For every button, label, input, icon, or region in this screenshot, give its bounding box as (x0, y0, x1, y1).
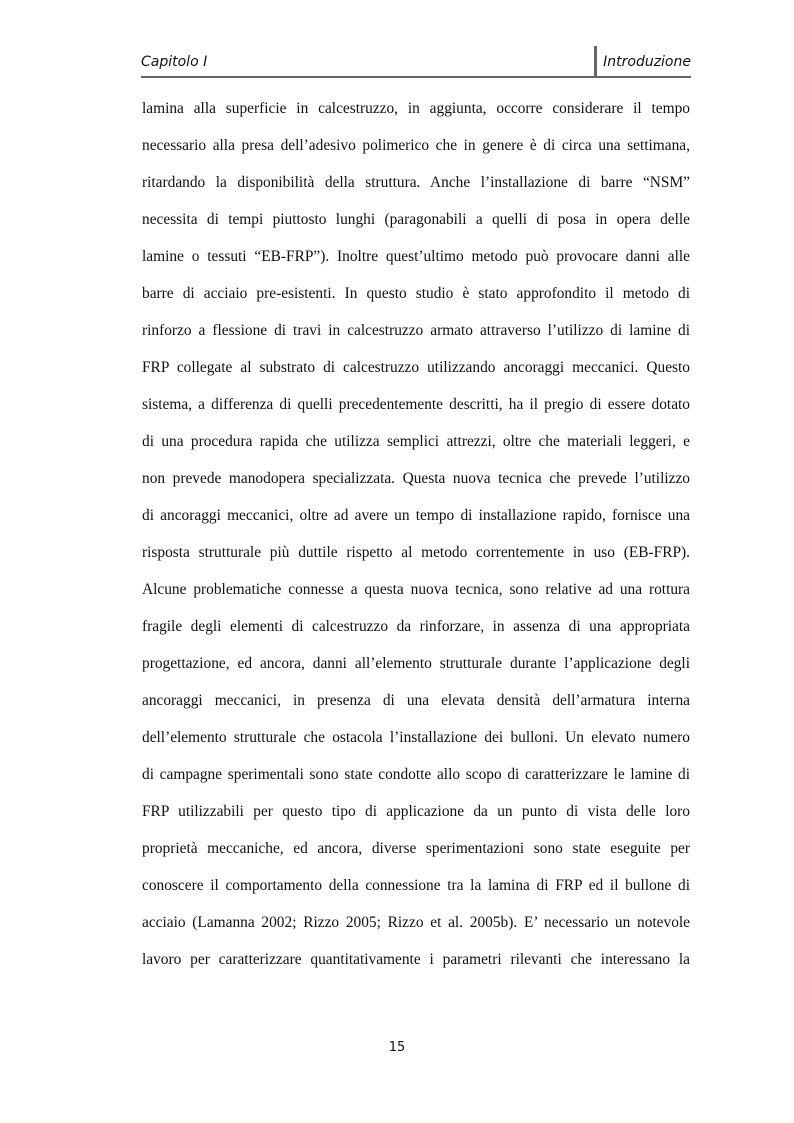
header-divider (594, 46, 597, 77)
text-line: non prevede manodopera specializzata. Questa nuova tecnica che prevede l’utilizzo (142, 470, 690, 487)
text-line: FRP collegate al substrato di calcestruzzo utilizzando ancoraggi meccanici. Questo (142, 359, 690, 376)
text-line: rinforzo a flessione di travi in calcestruzzo armato attraverso l’utilizzo di lamine di (142, 322, 690, 339)
text-line: necessita di tempi piuttosto lunghi (paragonabili a quelli di posa in opera delle (142, 211, 690, 228)
text-line: dell’elemento strutturale che ostacola l’installazione dei bulloni. Un elevato numero (142, 729, 690, 746)
text-line: sistema, a differenza di quelli precedentemente descritti, ha il pregio di essere dotato (142, 396, 690, 413)
text-line: di campagne sperimentali sono state condotte allo scopo di caratterizzare le lamine di (142, 766, 690, 783)
page-number: 15 (388, 1040, 406, 1055)
text-line: di una procedura rapida che utilizza semplici attrezzi, oltre che materiali leggeri, e (142, 433, 690, 450)
text-line: acciaio (Lamanna 2002; Rizzo 2005; Rizzo et al. 2005b). E’ necessario un notevole (142, 914, 690, 931)
text-line: proprietà meccaniche, ed ancora, diverse sperimentazioni sono state eseguite per (142, 840, 690, 857)
text-line: Alcune problematiche connesse a questa nuova tecnica, sono relative ad una rottura (142, 581, 690, 598)
header-rule (141, 76, 691, 78)
text-line: necessario alla presa dell’adesivo polimerico che in genere è di circa una settimana, (142, 137, 690, 154)
text-line: conoscere il comportamento della connessione tra la lamina di FRP ed il bullone di (142, 877, 690, 894)
text-line: ancoraggi meccanici, in presenza di una elevata densità dell’armatura interna (142, 692, 690, 709)
text-line: di ancoraggi meccanici, oltre ad avere un tempo di installazione rapido, fornisce una (142, 507, 690, 524)
running-header (141, 46, 691, 78)
text-line: lavoro per caratterizzare quantitativamente i parametri rilevanti che interessano la (142, 951, 690, 968)
text-line: lamina alla superficie in calcestruzzo, in aggiunta, occorre considerare il tempo (142, 100, 690, 117)
text-line: risposta strutturale più duttile rispetto al metodo correntemente in uso (EB-FRP). (142, 544, 690, 561)
text-line: barre di acciaio pre-esistenti. In questo studio è stato approfondito il metodo di (142, 285, 690, 302)
text-line: ritardando la disponibilità della struttura. Anche l’installazione di barre “NSM” (142, 174, 690, 191)
section-label: Introduzione (603, 54, 691, 70)
text-line: FRP utilizzabili per questo tipo di applicazione da un punto di vista delle loro (142, 803, 690, 820)
text-line: lamine o tessuti “EB-FRP”). Inoltre quest’ultimo metodo può provocare danni alle (142, 248, 690, 265)
chapter-label: Capitolo I (141, 54, 208, 70)
text-line: progettazione, ed ancora, danni all’elemento strutturale durante l’applicazione degli (142, 655, 690, 672)
text-line: fragile degli elementi di calcestruzzo da rinforzare, in assenza di una appropriata (142, 618, 690, 635)
body-paragraph (142, 90, 690, 978)
